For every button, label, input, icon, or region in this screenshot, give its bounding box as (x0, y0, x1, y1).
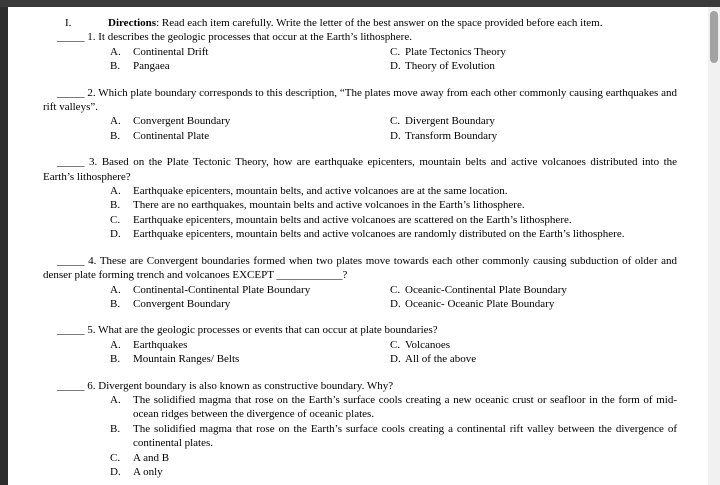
choice-letter: B. (110, 199, 121, 212)
choice-a (110, 338, 390, 352)
choice-letter: D. (390, 60, 401, 73)
choice-d (110, 465, 677, 479)
question-line (43, 155, 677, 184)
question-number: 1. (87, 31, 96, 44)
choice-d (390, 352, 677, 366)
choices (110, 283, 677, 312)
choice-text: Transform Boundary (405, 129, 498, 142)
answer-blank[interactable]: _____ (57, 156, 85, 169)
question-1 (43, 30, 677, 73)
choice-letter: D. (390, 129, 401, 142)
answer-blank[interactable]: _____ (57, 324, 85, 337)
choice-c (390, 338, 677, 352)
choice-letter: A. (110, 185, 121, 198)
choice-letter: B. (110, 129, 121, 142)
question-line (43, 30, 677, 44)
choice-letter: A. (110, 393, 121, 406)
choice-c (110, 451, 677, 465)
choice-text: Earthquake epicenters, mountain belts and active volcanoes are randomly distributed on the Earth’s lithosphere. (133, 228, 625, 241)
choice-text: Convergent Boundary (133, 297, 231, 310)
question-number: 6. (87, 379, 96, 392)
choice-text: Divergent Boundary (405, 115, 495, 128)
choice-c (110, 213, 677, 227)
question-number: 5. (87, 324, 96, 337)
choice-text: Continental-Continental Plate Boundary (133, 283, 311, 296)
choice-letter: B. (110, 297, 121, 310)
choice-text: All of the above (405, 353, 477, 366)
choice-d (390, 59, 677, 73)
choices (110, 338, 677, 367)
choice-letter: B. (110, 422, 121, 435)
choice-c (390, 114, 677, 128)
choice-a (110, 45, 390, 59)
choice-letter: B. (110, 60, 121, 73)
choice-letter: C. (390, 338, 401, 351)
choices (110, 45, 677, 74)
section-numeral: I. (65, 17, 72, 29)
question-line (43, 86, 677, 115)
choices (110, 114, 677, 143)
choice-text: A only (133, 465, 163, 478)
question-text: Divergent boundary is also known as constructive boundary. Why? (98, 379, 394, 392)
question-text: These are Convergent boundaries formed when two plates move towards each other commonly causing subduction of older and denser plate forming trench and volcanoes EXCEPT ____________? (43, 254, 677, 282)
choice-letter: D. (390, 297, 401, 310)
question-text: It describes the geologic processes that occur at the Earth’s lithosphere. (98, 31, 412, 44)
choice-b (110, 352, 390, 366)
choice-letter: C. (110, 213, 121, 226)
choice-letter: C. (390, 115, 401, 128)
choice-letter: C. (390, 45, 401, 58)
vertical-scrollbar[interactable] (708, 7, 720, 485)
window-left-edge (0, 0, 8, 485)
choice-letter: A. (110, 45, 121, 58)
question-number: 2. (87, 86, 96, 99)
choice-letter: C. (110, 451, 121, 464)
choice-text: Continental Plate (133, 129, 210, 142)
choice-b (110, 129, 390, 143)
choice-letter: A. (110, 283, 121, 296)
question-text: Which plate boundary corresponds to this description, “The plates move away from each other commonly causing earthquakes and rift valleys”. (43, 86, 677, 114)
choice-text: Oceanic- Oceanic Plate Boundary (405, 297, 555, 310)
choice-letter: D. (110, 465, 121, 478)
choice-text: Convergent Boundary (133, 115, 231, 128)
choice-text: Mountain Ranges/ Belts (133, 353, 240, 366)
choice-b (110, 297, 390, 311)
choice-letter: A. (110, 338, 121, 351)
choice-a (110, 283, 390, 297)
choice-text: Theory of Evolution (405, 60, 495, 73)
choice-b (110, 59, 390, 73)
choice-text: Plate Tectonics Theory (405, 45, 506, 58)
question-6 (43, 379, 677, 480)
choices (110, 184, 677, 242)
choice-letter: B. (110, 353, 121, 366)
document-page[interactable] (43, 16, 677, 479)
scrollbar-thumb[interactable] (710, 11, 718, 63)
choice-text: The solidified magma that rose on the Earth’s surface cools creating a continental rift valley between the divergence of continental plates. (133, 422, 677, 450)
choice-text: The solidified magma that rose on the Earth’s surface cools creating a new oceanic crust or seafloor in the form of mid-ocean ridges between the divergence of oceanic plates. (133, 393, 677, 421)
window-top-edge (0, 0, 720, 7)
choice-b (110, 198, 677, 212)
choice-text: There are no earthquakes, mountain belts and active volcanoes in the Earth’s lithosphere. (133, 199, 525, 212)
question-line (43, 323, 677, 337)
question-4 (43, 254, 677, 312)
choice-text: Oceanic-Continental Plate Boundary (405, 283, 567, 296)
directions-text: : Read each item carefully. Write the letter of the best answer on the space provided before each item. (156, 17, 603, 29)
choice-text: Earthquake epicenters, mountain belts, and active volcanoes are at the same location. (133, 185, 508, 198)
answer-blank[interactable]: _____ (57, 31, 85, 44)
choice-c (390, 45, 677, 59)
choice-letter: D. (110, 228, 121, 241)
choice-b (110, 422, 677, 451)
directions-header (43, 16, 677, 30)
choice-text: Volcanoes (405, 338, 451, 351)
answer-blank[interactable]: _____ (57, 86, 85, 99)
choice-text: Continental Drift (133, 45, 209, 58)
choice-d (110, 227, 677, 241)
answer-blank[interactable]: _____ (57, 379, 85, 392)
question-text: Based on the Plate Tectonic Theory, how are earthquake epicenters, mountain belts and active volcanoes distributed into the Earth’s lithosphere? (43, 156, 678, 183)
choices (110, 393, 677, 479)
choice-text: Earthquakes (133, 338, 188, 351)
choice-d (390, 297, 677, 311)
question-2 (43, 86, 677, 144)
choice-a (110, 114, 390, 128)
question-3 (43, 155, 677, 241)
choice-letter: D. (390, 353, 401, 366)
question-number: 3. (89, 156, 98, 169)
question-line (43, 379, 677, 393)
choice-text: Earthquake epicenters, mountain belts and active volcanoes are scattered on the Earth’s lithosphere. (133, 213, 572, 226)
question-number: 4. (88, 254, 97, 267)
choice-a (110, 393, 677, 422)
question-text: What are the geologic processes or events that can occur at plate boundaries? (98, 324, 438, 337)
choice-d (390, 129, 677, 143)
choice-a (110, 184, 677, 198)
choice-c (390, 283, 677, 297)
question-line (43, 254, 677, 283)
choice-text: A and B (133, 451, 170, 464)
directions-label: Directions (108, 17, 157, 29)
answer-blank[interactable]: _____ (57, 254, 85, 267)
question-5 (43, 323, 677, 366)
choice-letter: A. (110, 115, 121, 128)
choice-text: Pangaea (133, 60, 170, 73)
choice-letter: C. (390, 283, 401, 296)
